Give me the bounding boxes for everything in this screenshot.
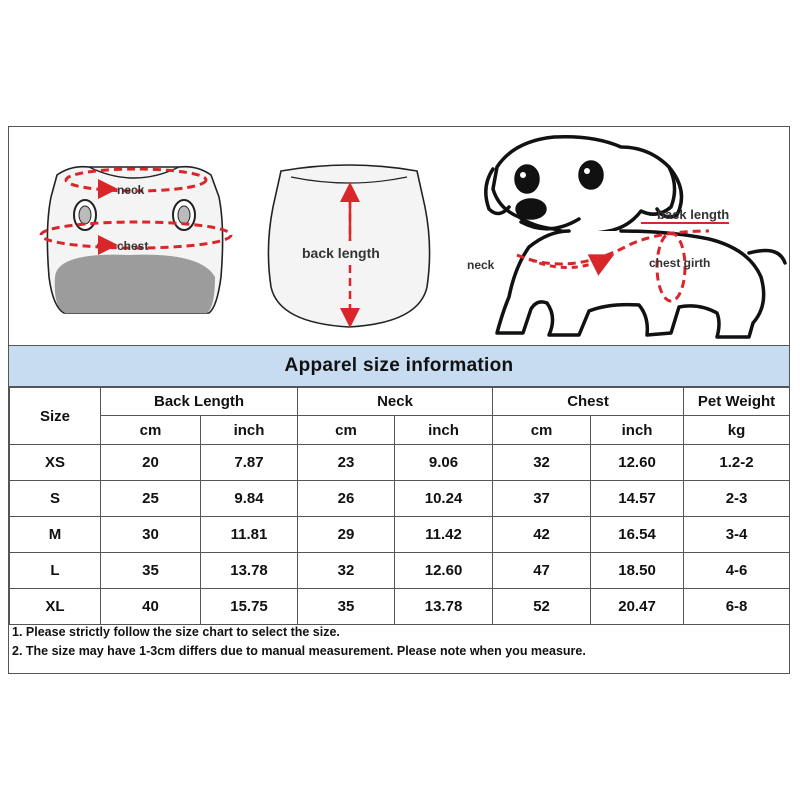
group-header-row [10, 388, 790, 416]
unit-header: inch [201, 416, 298, 445]
value-cell: 35 [298, 589, 395, 625]
note-line: 2. The size may have 1-3cm differs due to manual measurement. Please note when you measure. [12, 644, 586, 658]
value-cell: 29 [298, 517, 395, 553]
value-cell: 4-6 [684, 553, 790, 589]
value-cell: 20 [101, 445, 201, 481]
value-cell: 13.78 [395, 589, 493, 625]
value-cell: 13.78 [201, 553, 298, 589]
value-cell: 37 [493, 481, 591, 517]
size-cell: XS [10, 445, 101, 481]
value-cell: 35 [101, 553, 201, 589]
size-cell: S [10, 481, 101, 517]
value-cell: 23 [298, 445, 395, 481]
value-cell: 10.24 [395, 481, 493, 517]
value-cell: 30 [101, 517, 201, 553]
unit-header: cm [298, 416, 395, 445]
front-neck-label: neck [117, 183, 145, 197]
value-cell: 15.75 [201, 589, 298, 625]
unit-header-row [10, 416, 790, 445]
value-cell: 12.60 [395, 553, 493, 589]
note-line: 1. Please strictly follow the size chart to select the size. [12, 625, 340, 639]
size-cell: L [10, 553, 101, 589]
value-cell: 11.81 [201, 517, 298, 553]
value-cell: 2-3 [684, 481, 790, 517]
table-row [10, 445, 790, 481]
table-row [10, 517, 790, 553]
notes [9, 621, 789, 674]
dog-back-length-label: back length [657, 207, 730, 222]
value-cell: 32 [493, 445, 591, 481]
group-header-neck: Neck [298, 388, 493, 416]
value-cell: 12.60 [591, 445, 684, 481]
back-length-label: back length [302, 245, 380, 261]
value-cell: 3-4 [684, 517, 790, 553]
value-cell: 32 [298, 553, 395, 589]
value-cell: 11.42 [395, 517, 493, 553]
value-cell: 1.2-2 [684, 445, 790, 481]
value-cell: 26 [298, 481, 395, 517]
unit-header: cm [493, 416, 591, 445]
back-vest-illustration [268, 165, 429, 327]
size-cell: XL [10, 589, 101, 625]
table-row [10, 589, 790, 625]
front-chest-label: chest [117, 239, 149, 253]
value-cell: 9.84 [201, 481, 298, 517]
value-cell: 40 [101, 589, 201, 625]
dog-illustration [486, 137, 785, 337]
table-row [10, 481, 790, 517]
value-cell: 20.47 [591, 589, 684, 625]
group-header-pet-weight: Pet Weight [684, 388, 790, 416]
table-title: Apparel size information [9, 345, 789, 387]
unit-header: cm [101, 416, 201, 445]
group-header-back-length: Back Length [101, 388, 298, 416]
value-cell: 52 [493, 589, 591, 625]
value-cell: 47 [493, 553, 591, 589]
size-table [9, 387, 790, 625]
value-cell: 9.06 [395, 445, 493, 481]
value-cell: 25 [101, 481, 201, 517]
dog-chest-girth-label: chest girth [649, 256, 711, 270]
value-cell: 14.57 [591, 481, 684, 517]
size-header: Size [10, 388, 101, 445]
value-cell: 18.50 [591, 553, 684, 589]
table-row [10, 553, 790, 589]
value-cell: 7.87 [201, 445, 298, 481]
unit-header: inch [591, 416, 684, 445]
value-cell: 16.54 [591, 517, 684, 553]
unit-header: inch [395, 416, 493, 445]
value-cell: 42 [493, 517, 591, 553]
unit-header: kg [684, 416, 790, 445]
value-cell: 6-8 [684, 589, 790, 625]
measurement-illustrations [9, 127, 789, 345]
front-vest-illustration [41, 167, 231, 313]
size-cell: M [10, 517, 101, 553]
size-chart-card [8, 126, 790, 674]
dog-neck-label: neck [467, 258, 495, 272]
group-header-chest: Chest [493, 388, 684, 416]
